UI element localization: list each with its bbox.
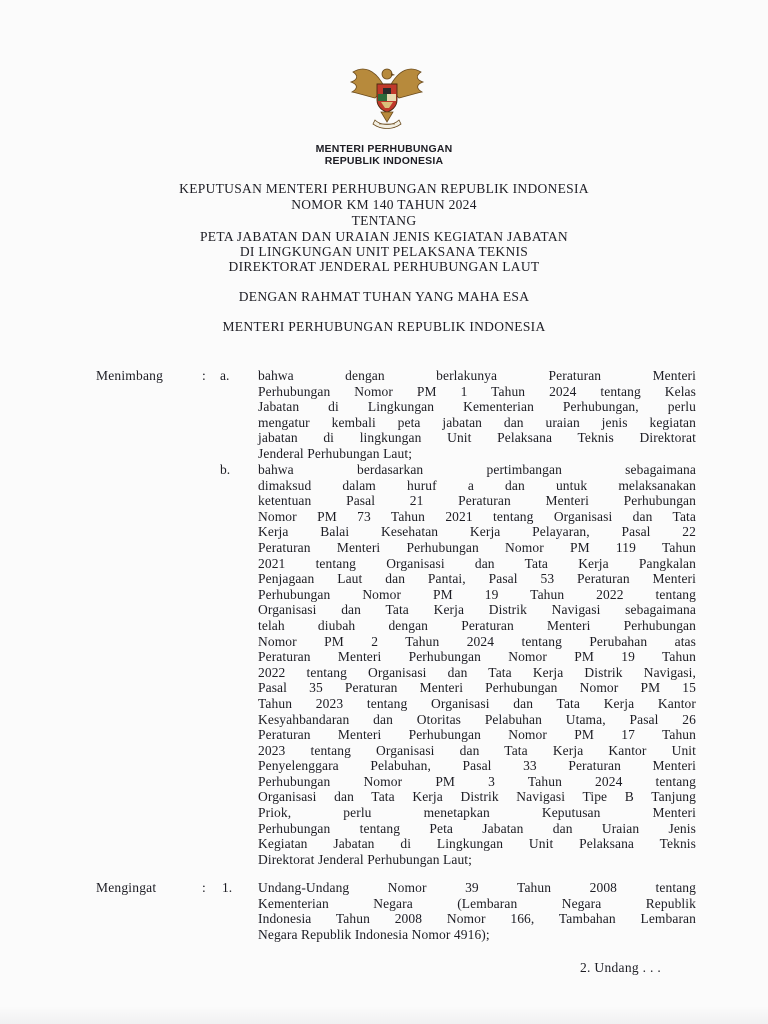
menimbang-item-a-text (258, 368, 696, 462)
letterhead-line-2: REPUBLIK INDONESIA (324, 155, 444, 167)
text-line: Priok, perlu menetapkan Keputusan Menteri (258, 805, 696, 821)
menimbang-item-a-marker: a. (220, 368, 230, 383)
text-line: 2022 tentang Organisasi dan Tata Kerja Distrik Navigasi, (258, 664, 696, 680)
text-line: Indonesia Tahun 2008 Nomor 166, Tambahan Lembaran (258, 911, 696, 927)
decree-subject-line-3: DIREKTORAT JENDERAL PERHUBUNGAN LAUT (228, 259, 540, 274)
menimbang-label: Menimbang (96, 368, 164, 383)
text-line: telah diubah dengan Peraturan Menteri Perhubungan (258, 617, 696, 633)
text-line: jabatan di lingkungan Unit Pelaksana Teknis Direktorat (258, 430, 696, 446)
issuer-text: MENTERI PERHUBUNGAN REPUBLIK INDONESIA (222, 319, 546, 334)
text-line: Perhubungan Nomor PM 19 Tahun 2022 tentang (258, 586, 696, 602)
text-line: Peraturan Menteri Perhubungan Nomor PM 119 Tahun (258, 539, 696, 555)
text-line: Undang-Undang Nomor 39 Tahun 2008 tentang (258, 880, 696, 895)
text-line: dimaksud dalam huruf a dan untuk melaksanakan (258, 477, 696, 493)
text-line: 2023 tentang Organisasi dan Tata Kerja Kantor Unit (258, 742, 696, 758)
decree-tentang: TENTANG (351, 213, 417, 228)
text-line: Nomor PM 2 Tahun 2024 tentang Perubahan atas (258, 633, 696, 649)
decree-subject-line-2: DI LINGKUNGAN UNIT PELAKSANA TEKNIS (239, 244, 529, 259)
text-line: Penyelenggara Pelabuhan, Pasal 33 Peraturan Menteri (258, 758, 696, 774)
text-line: 2021 tentang Organisasi dan Tata Kerja Pangkalan (258, 555, 696, 571)
text-line: Kesyahbandaran dan Otoritas Pelabuhan Utama, Pasal 26 (258, 711, 696, 727)
text-line: Organisasi dan Tata Kerja Distrik Navigasi Tipe B Tanjung (258, 789, 696, 805)
text-line: Nomor PM 73 Tahun 2021 tentang Organisasi dan Tata (258, 508, 696, 524)
mengingat-item-1-marker: 1. (222, 880, 233, 895)
decree-subject-line-1: PETA JABATAN DAN URAIAN JENIS KEGIATAN JABATAN (200, 229, 568, 244)
text-line: Tahun 2023 tentang Organisasi dan Tata Kerja Kantor (258, 695, 696, 711)
menimbang-item-b-marker: b. (220, 462, 231, 477)
text-line: Peraturan Menteri Perhubungan Nomor PM 19 Tahun (258, 649, 696, 665)
text-line: Perhubungan Nomor PM 1 Tahun 2024 tentang Kelas (258, 383, 696, 399)
text-line: Organisasi dan Tata Kerja Distrik Navigasi sebagaimana (258, 602, 696, 618)
text-line: Direktorat Jenderal Perhubungan Laut; (258, 851, 473, 867)
scan-edge-shadow (0, 1006, 768, 1024)
decree-number: NOMOR KM 140 TAHUN 2024 (291, 197, 477, 212)
text-line: ketentuan Pasal 21 Peraturan Menteri Perhubungan (258, 493, 696, 509)
letterhead-line-1: MENTERI PERHUBUNGAN (315, 143, 453, 155)
text-line: Pasal 35 Peraturan Menteri Perhubungan Nomor PM 15 (258, 680, 696, 696)
text-line: bahwa dengan berlakunya Peraturan Menteri (258, 368, 696, 383)
continuation-marker: 2. Undang . . . (580, 960, 661, 975)
garuda-emblem-icon (345, 58, 429, 134)
text-line: Negara Republik Indonesia Nomor 4916); (258, 926, 490, 942)
text-line: Perhubungan tentang Peta Jabatan dan Uraian Jenis (258, 820, 696, 836)
decree-title: KEPUTUSAN MENTERI PERHUBUNGAN REPUBLIK INDONESIA (179, 181, 589, 196)
text-line: Penjagaan Laut dan Pantai, Pasal 53 Peraturan Menteri (258, 571, 696, 587)
text-line: Perhubungan Nomor PM 3 Tahun 2024 tentang (258, 773, 696, 789)
text-line: mengatur kembali peta jabatan dan uraian jenis kegiatan (258, 414, 696, 430)
text-line: Jenderal Perhubungan Laut; (258, 445, 413, 461)
menimbang-item-b-text (258, 462, 696, 867)
text-line: Jabatan di Lingkungan Kementerian Perhubungan, perlu (258, 399, 696, 415)
text-line: Kementerian Negara (Lembaran Negara Republik (258, 895, 696, 911)
text-line: bahwa berdasarkan pertimbangan sebagaimana (258, 462, 696, 477)
text-line: Kerja Balai Kesehatan Kerja Pelayaran, Pasal 22 (258, 524, 696, 540)
text-line: Peraturan Menteri Perhubungan Nomor PM 17 Tahun (258, 727, 696, 743)
mengingat-item-1-text (258, 880, 696, 942)
preamble-text: DENGAN RAHMAT TUHAN YANG MAHA ESA (238, 289, 530, 304)
mengingat-colon: : (202, 880, 206, 895)
menimbang-colon: : (202, 368, 206, 383)
mengingat-label: Mengingat (96, 880, 157, 895)
text-line: Kegiatan Jabatan di Lingkungan Unit Pelaksana Teknis (258, 836, 696, 852)
